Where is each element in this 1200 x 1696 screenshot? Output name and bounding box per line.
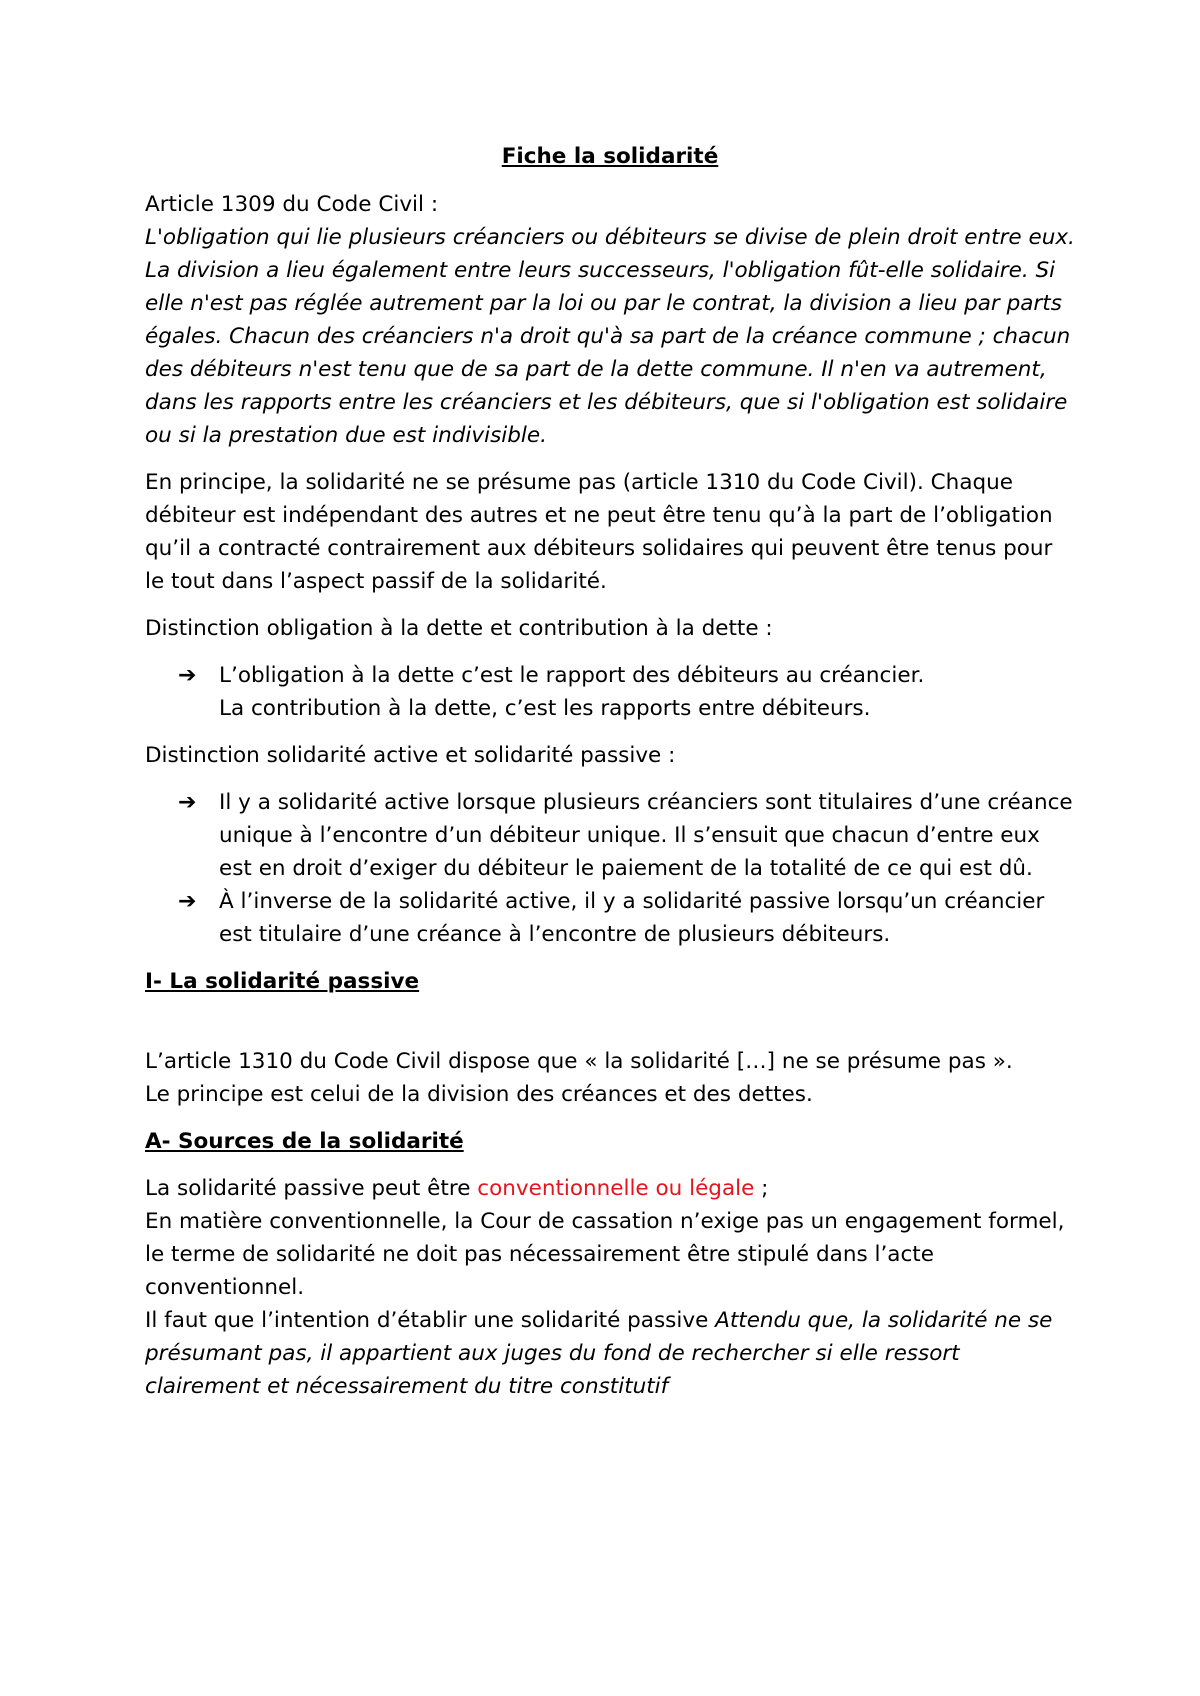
sources-text: ; <box>754 1176 769 1201</box>
arrow-right-icon: ➔ <box>178 790 197 815</box>
arrow-right-icon: ➔ <box>178 889 197 914</box>
distinction-obligation-list <box>145 659 1075 725</box>
distinction-obligation-intro: Distinction obligation à la dette et contribution à la dette : <box>145 616 773 641</box>
list-item <box>145 659 1075 725</box>
section-paragraph: L’article 1310 du Code Civil dispose que « la solidarité […] ne se présume pas ». <box>145 1049 1013 1074</box>
principle-paragraph: En principe, la solidarité ne se présume pas (article 1310 du Code Civil). Chaque débiteur est indépendant des autres et ne peut être tenu qu’à la part de l’obligation qu’il a contracté contrairement aux débiteurs solidaires qui peuvent être tenus pour le tout dans l’aspect passif de la solidarité. <box>145 470 1053 594</box>
page-title: Fiche la solidarité <box>501 144 719 169</box>
highlighted-text: conventionnelle ou légale <box>477 1176 755 1201</box>
section-paragraph: Le principe est celui de la division des créances et des dettes. <box>145 1082 813 1107</box>
distinction-solidarity-list <box>145 786 1075 951</box>
list-item-text: L’obligation à la dette c’est le rapport des débiteurs au créancier. <box>219 663 925 688</box>
list-item <box>145 885 1075 951</box>
sources-paragraph <box>145 1304 1075 1403</box>
sources-text: La solidarité passive peut être <box>145 1176 478 1201</box>
sources-text: Il faut que l’intention d’établir une solidarité passive <box>145 1308 716 1333</box>
distinction-solidarity-intro: Distinction solidarité active et solidarité passive : <box>145 743 676 768</box>
arrow-right-icon: ➔ <box>178 663 197 688</box>
list-item-text: La contribution à la dette, c’est les rapports entre débiteurs. <box>219 696 871 721</box>
quoted-text: Attendu que, la solidarité ne se présumant pas, il appartient aux juges du fond de rechercher si elle ressort clairement et nécessairement du titre constitutif <box>145 1308 1053 1399</box>
list-item <box>145 786 1075 885</box>
section-heading-sources: A- Sources de la solidarité <box>145 1129 464 1154</box>
section-heading-passive-solidarity: I- La solidarité passive <box>145 969 420 994</box>
sources-paragraph: En matière conventionnelle, la Cour de cassation n’exige pas un engagement formel, le terme de solidarité ne doit pas nécessairement être stipulé dans l’acte conventionnel. <box>145 1209 1065 1300</box>
list-item-text: À l’inverse de la solidarité active, il y a solidarité passive lorsqu’un créancier est titulaire d’une créance à l’encontre de plusieurs débiteurs. <box>219 889 1045 947</box>
article-text: L'obligation qui lie plusieurs créanciers ou débiteurs se divise de plein droit entre eux. La division a lieu également entre leurs successeurs, l'obligation fût-elle solidaire. Si elle n'est pas réglée autrement par la loi ou par le contrat, la division a lieu par parts égales. Chacun des créanciers n'a droit qu'à sa part de la créance commune ; chacun des débiteurs n'est tenu que de sa part de la dette commune. Il n'en va autrement, dans les rapports entre les créanciers et les débiteurs, que si l'obligation est solidaire ou si la prestation due est indivisible. <box>145 225 1075 448</box>
article-intro: Article 1309 du Code Civil : <box>145 192 439 217</box>
list-item-text: Il y a solidarité active lorsque plusieurs créanciers sont titulaires d’une créance unique à l’encontre d’un débiteur unique. Il s’ensuit que chacun d’entre eux est en droit d’exiger du débiteur le paiement de la totalité de ce qui est dû. <box>219 790 1073 881</box>
sources-paragraph <box>145 1172 1075 1205</box>
document-page <box>145 140 1075 1403</box>
